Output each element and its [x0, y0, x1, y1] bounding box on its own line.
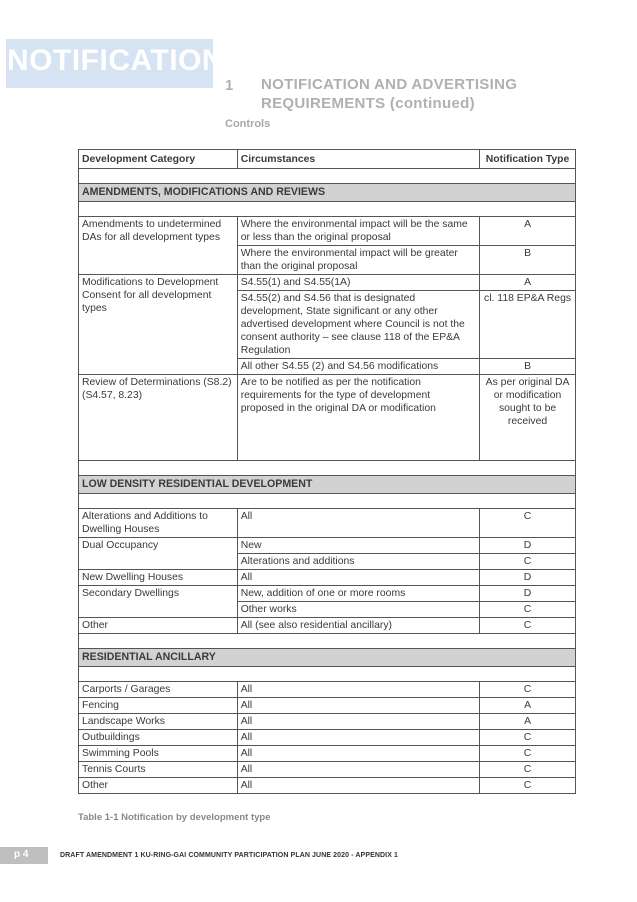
banner-title: NOTIFICATIONS: [7, 44, 245, 77]
notification-table: [78, 149, 576, 794]
spacer-row: [79, 667, 576, 682]
category-cell: Landscape Works: [79, 714, 238, 730]
type-cell: C: [480, 554, 576, 570]
category-cell: Modifications to Development Consent for all development types: [79, 275, 238, 375]
page-number: p 4: [14, 849, 29, 860]
table-row: [79, 762, 576, 778]
column-header: Circumstances: [237, 150, 479, 169]
spacer-row: [79, 169, 576, 184]
circumstance-cell: All other S4.55 (2) and S4.56 modifications: [237, 359, 479, 375]
category-cell: Fencing: [79, 698, 238, 714]
section-title: RESIDENTIAL ANCILLARY: [79, 649, 576, 667]
circumstance-cell: S4.55(2) and S4.56 that is designated development, State significant or any other advertised development where Council is not the consent authority – see clause 118 of the EP&A Regulation: [237, 291, 479, 359]
circumstance-cell: All: [237, 746, 479, 762]
table-row: [79, 778, 576, 794]
table-row: [79, 586, 576, 602]
table-row: [79, 746, 576, 762]
circumstance-cell: Other works: [237, 602, 479, 618]
circumstance-cell: All: [237, 570, 479, 586]
section-row: [79, 476, 576, 494]
section-title: LOW DENSITY RESIDENTIAL DEVELOPMENT: [79, 476, 576, 494]
circumstance-cell: All: [237, 778, 479, 794]
spacer-row: [79, 494, 576, 509]
circumstance-cell: Are to be notified as per the notification requirements for the type of development proposed in the original DA or modification: [237, 375, 479, 461]
category-cell: Tennis Courts: [79, 762, 238, 778]
type-cell: C: [480, 730, 576, 746]
circumstance-cell: New, addition of one or more rooms: [237, 586, 479, 602]
circumstance-cell: All: [237, 730, 479, 746]
type-cell: D: [480, 586, 576, 602]
column-header: Notification Type: [480, 150, 576, 169]
type-cell: A: [480, 714, 576, 730]
spacer-row: [79, 634, 576, 649]
type-cell: cl. 118 EP&A Regs: [480, 291, 576, 359]
category-cell: Alterations and Additions to Dwelling Houses: [79, 509, 238, 538]
subheading: Controls: [225, 118, 271, 130]
section-title: AMENDMENTS, MODIFICATIONS AND REVIEWS: [79, 184, 576, 202]
circumstance-cell: All: [237, 682, 479, 698]
category-cell: Review of Determinations (S8.2) (S4.57, 8.23): [79, 375, 238, 461]
type-cell: D: [480, 570, 576, 586]
type-cell: D: [480, 538, 576, 554]
circumstance-cell: S4.55(1) and S4.55(1A): [237, 275, 479, 291]
type-cell: C: [480, 509, 576, 538]
category-cell: New Dwelling Houses: [79, 570, 238, 586]
table-row: [79, 682, 576, 698]
circumstance-cell: All: [237, 698, 479, 714]
table-row: [79, 714, 576, 730]
type-cell: C: [480, 602, 576, 618]
circumstance-cell: All: [237, 509, 479, 538]
circumstance-cell: All: [237, 714, 479, 730]
table-row: [79, 538, 576, 554]
type-cell: A: [480, 275, 576, 291]
type-cell: C: [480, 762, 576, 778]
category-cell: Dual Occupancy: [79, 538, 238, 570]
spacer-row: [79, 202, 576, 217]
table-row: [79, 698, 576, 714]
category-cell: Other: [79, 618, 238, 634]
circumstance-cell: All: [237, 762, 479, 778]
type-cell: C: [480, 682, 576, 698]
circumstance-cell: New: [237, 538, 479, 554]
section-row: [79, 649, 576, 667]
circumstance-cell: Where the environmental impact will be greater than the original proposal: [237, 246, 479, 275]
table-row: [79, 730, 576, 746]
category-cell: Swimming Pools: [79, 746, 238, 762]
category-cell: Outbuildings: [79, 730, 238, 746]
type-cell: B: [480, 359, 576, 375]
circumstance-cell: Where the environmental impact will be the same or less than the original proposal: [237, 217, 479, 246]
table-row: [79, 275, 576, 291]
section-title: NOTIFICATION AND ADVERTISING REQUIREMENTS (continued): [261, 76, 518, 112]
table-row: [79, 217, 576, 246]
type-cell: A: [480, 698, 576, 714]
column-header: Development Category: [79, 150, 238, 169]
footer-text: DRAFT AMENDMENT 1 KU-RING-GAI COMMUNITY PARTICIPATION PLAN JUNE 2020 - APPENDIX 1: [60, 852, 399, 859]
table-row: [79, 618, 576, 634]
circumstance-cell: Alterations and additions: [237, 554, 479, 570]
table-row: [79, 570, 576, 586]
type-cell: A: [480, 217, 576, 246]
type-cell: C: [480, 778, 576, 794]
type-cell: As per original DA or modification sought to be received: [480, 375, 576, 461]
circumstance-cell: All (see also residential ancillary): [237, 618, 479, 634]
type-cell: C: [480, 618, 576, 634]
type-cell: C: [480, 746, 576, 762]
category-cell: Other: [79, 778, 238, 794]
table-header-row: [79, 150, 576, 169]
category-cell: Amendments to undetermined DAs for all development types: [79, 217, 238, 275]
table-row: [79, 509, 576, 538]
spacer-row: [79, 461, 576, 476]
type-cell: B: [480, 246, 576, 275]
section-number: 1: [225, 77, 234, 94]
table-caption: Table 1-1 Notification by development type: [78, 812, 271, 823]
table-row: [79, 375, 576, 461]
category-cell: Secondary Dwellings: [79, 586, 238, 618]
category-cell: Carports / Garages: [79, 682, 238, 698]
section-row: [79, 184, 576, 202]
